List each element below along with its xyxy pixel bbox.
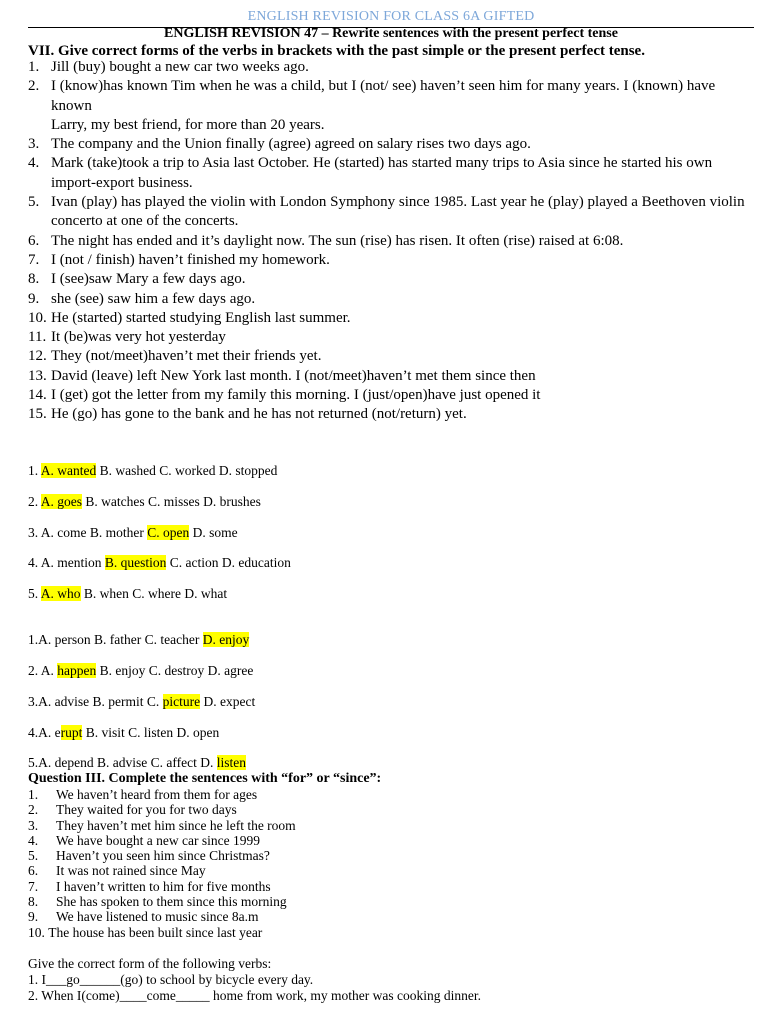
item-text-continued: Larry, my best friend, for more than 20 years. <box>51 116 325 133</box>
item-number: 12. <box>28 348 47 365</box>
list-item <box>28 290 748 309</box>
item-text: David (leave) left New York last month. I (not/meet)haven’t met them since then <box>51 367 536 384</box>
item-text: I (see)saw Mary a few days ago. <box>51 271 246 288</box>
item-number: 11. <box>28 329 47 346</box>
item-number: 6. <box>28 863 39 879</box>
mc-text: 4.A. e <box>28 725 61 740</box>
mc-text: 1.A. person B. father C. teacher <box>28 632 203 647</box>
mc-question <box>28 585 227 603</box>
list-item <box>28 193 748 232</box>
list-item <box>28 135 748 154</box>
item-number: 7. <box>28 878 39 894</box>
item-number: 10. <box>28 924 45 940</box>
item-number: 3. <box>28 817 39 833</box>
item-text: she (see) saw him a few days ago. <box>51 290 256 307</box>
list-item <box>28 787 296 802</box>
verb-form-list <box>28 972 481 1003</box>
item-text: I haven’t written to him for five months <box>56 878 271 894</box>
item-text: I (get) got the letter from my family this morning. I (just/open)have just opened it <box>51 387 541 404</box>
mc-question <box>28 493 261 511</box>
mc-text: B. washed C. worked D. stopped <box>96 463 278 478</box>
item-text: The house has been built since last year <box>48 924 263 940</box>
item-number: 5. <box>28 848 39 864</box>
list-item <box>28 833 296 848</box>
list-item <box>28 328 748 347</box>
item-text: We have listened to music since 8a.m <box>56 909 259 925</box>
mc-text: B. visit C. listen D. open <box>82 725 220 740</box>
mc-text: 3.A. advise B. permit C. <box>28 694 163 709</box>
item-number: 8. <box>28 271 40 288</box>
verb-exercise-list <box>28 58 748 425</box>
highlighted-answer: picture <box>162 694 201 709</box>
list-item <box>28 879 296 894</box>
item-text: It was not rained since May <box>56 863 206 879</box>
list-item <box>28 232 748 251</box>
list-item <box>28 251 748 270</box>
item-number: 14. <box>28 387 47 404</box>
list-item <box>28 818 296 833</box>
highlighted-answer: A. who <box>40 586 81 601</box>
item-number: 7. <box>28 251 40 268</box>
list-item <box>28 367 748 386</box>
mc-text: B. watches C. misses D. brushes <box>82 494 261 509</box>
mc-text: 4. A. mention <box>28 555 105 570</box>
item-number: 4. <box>28 832 39 848</box>
mc-text: 3. A. come B. mother <box>28 525 148 540</box>
highlighted-answer: C. open <box>147 525 190 540</box>
section-vii-title: VII. Give correct forms of the verbs in brackets with the past simple or the present perfect tense. <box>28 43 645 59</box>
mc-question <box>28 662 253 680</box>
mc-question <box>28 693 255 711</box>
worksheet-subtitle: ENGLISH REVISION 47 – Rewrite sentences with the present perfect tense <box>164 26 618 41</box>
item-text: They (not/meet)haven’t met their friends yet. <box>51 348 322 365</box>
item-text: She has spoken to them since this morning <box>56 894 287 910</box>
item-number: 9. <box>28 909 39 925</box>
mc-question <box>28 524 238 542</box>
highlighted-answer: A. wanted <box>40 463 97 478</box>
verb-form-title: Give the correct form of the following verbs: <box>28 956 272 971</box>
question-iii-title: Question III. Complete the sentences with “for” or “since”: <box>28 771 382 786</box>
item-text <box>51 77 748 135</box>
item-number: 6. <box>28 232 40 249</box>
mc-text: D. some <box>189 525 238 540</box>
item-text: I (not / finish) haven’t finished my homework. <box>51 251 330 268</box>
item-number: 10. <box>28 309 47 326</box>
item-number: 1. <box>28 59 40 75</box>
item-text: We have bought a new car since 1999 <box>56 832 260 848</box>
item-number: 4. <box>28 155 40 172</box>
highlighted-answer: happen <box>57 663 97 678</box>
list-item <box>28 154 748 193</box>
item-text-main: I (know)has known Tim when he was a child, but I (not/ see) haven’t seen him for many years. I (known) have known <box>51 78 716 114</box>
item-number: 15. <box>28 406 47 423</box>
item-number: 2. <box>28 78 40 95</box>
item-text: He (started) started studying English last summer. <box>51 309 351 326</box>
item-text: Haven’t you seen him since Christmas? <box>56 848 270 864</box>
item-number: 3. <box>28 136 40 153</box>
mc-question <box>28 631 249 649</box>
list-item <box>28 925 296 940</box>
item-text: It (be)was very hot yesterday <box>51 329 226 346</box>
item-text: The night has ended and it’s daylight now. The sun (rise) has risen. It often (rise) raised at 6:08. <box>51 232 624 249</box>
mc-text: B. enjoy C. destroy D. agree <box>96 663 254 678</box>
highlighted-answer: rupt <box>60 725 83 740</box>
highlighted-answer: D. enjoy <box>202 632 250 647</box>
list-item <box>28 347 748 366</box>
mc-question <box>28 754 246 772</box>
item-number: 2. <box>28 802 39 818</box>
mc-text: 5.A. depend B. advise C. affect D. <box>28 755 217 770</box>
list-item <box>28 270 748 289</box>
item-number: 5. <box>28 194 40 211</box>
page-header: ENGLISH REVISION FOR CLASS 6A GIFTED <box>247 9 535 24</box>
list-item <box>28 802 296 817</box>
list-item <box>28 405 748 424</box>
for-since-list <box>28 787 296 940</box>
list-item <box>28 77 748 135</box>
mc-text: C. action D. education <box>166 555 291 570</box>
item-text: Mark (take)took a trip to Asia last October. He (started) has started many trips to Asia since he started his own import-export business. <box>51 155 713 191</box>
item-number: 1. <box>28 787 39 802</box>
mc-question <box>28 462 277 480</box>
mc-question <box>28 724 219 742</box>
highlighted-answer: listen <box>216 755 246 770</box>
list-item: 1. I___go______(go) to school by bicycle every day. <box>28 972 314 987</box>
item-text: We haven’t heard from them for ages <box>56 787 258 802</box>
list-item <box>28 58 748 77</box>
list-item <box>28 894 296 909</box>
item-text: Ivan (play) has played the violin with London Symphony since 1985. Last year he (play) played a Beethoven violin concerto at one of the concerts. <box>51 194 745 230</box>
mc-text: B. when C. where D. what <box>80 586 228 601</box>
item-text: They haven’t met him since he left the room <box>56 817 296 833</box>
item-number: 8. <box>28 894 39 910</box>
list-item: 2. When I(come)____come_____ home from work, my mother was cooking dinner. <box>28 987 482 1003</box>
list-item <box>28 848 296 863</box>
item-text: He (go) has gone to the bank and he has not returned (not/return) yet. <box>51 406 467 423</box>
list-item <box>28 309 748 328</box>
item-text: They waited for you for two days <box>56 802 237 818</box>
list-item <box>28 863 296 878</box>
mc-text: 5. <box>28 586 41 601</box>
list-item <box>28 386 748 405</box>
mc-text: 2. A. <box>28 663 58 678</box>
mc-text: 1. <box>28 463 41 478</box>
list-item <box>28 909 296 924</box>
item-text: The company and the Union finally (agree) agreed on salary rises two days ago. <box>51 136 531 153</box>
item-number: 9. <box>28 290 40 307</box>
mc-text: D. expect <box>200 694 256 709</box>
mc-text: 2. <box>28 494 41 509</box>
item-number: 13. <box>28 367 47 384</box>
highlighted-answer: B. question <box>104 555 167 570</box>
mc-question <box>28 554 291 572</box>
item-text: Jill (buy) bought a new car two weeks ago. <box>51 59 309 75</box>
highlighted-answer: A. goes <box>40 494 83 509</box>
